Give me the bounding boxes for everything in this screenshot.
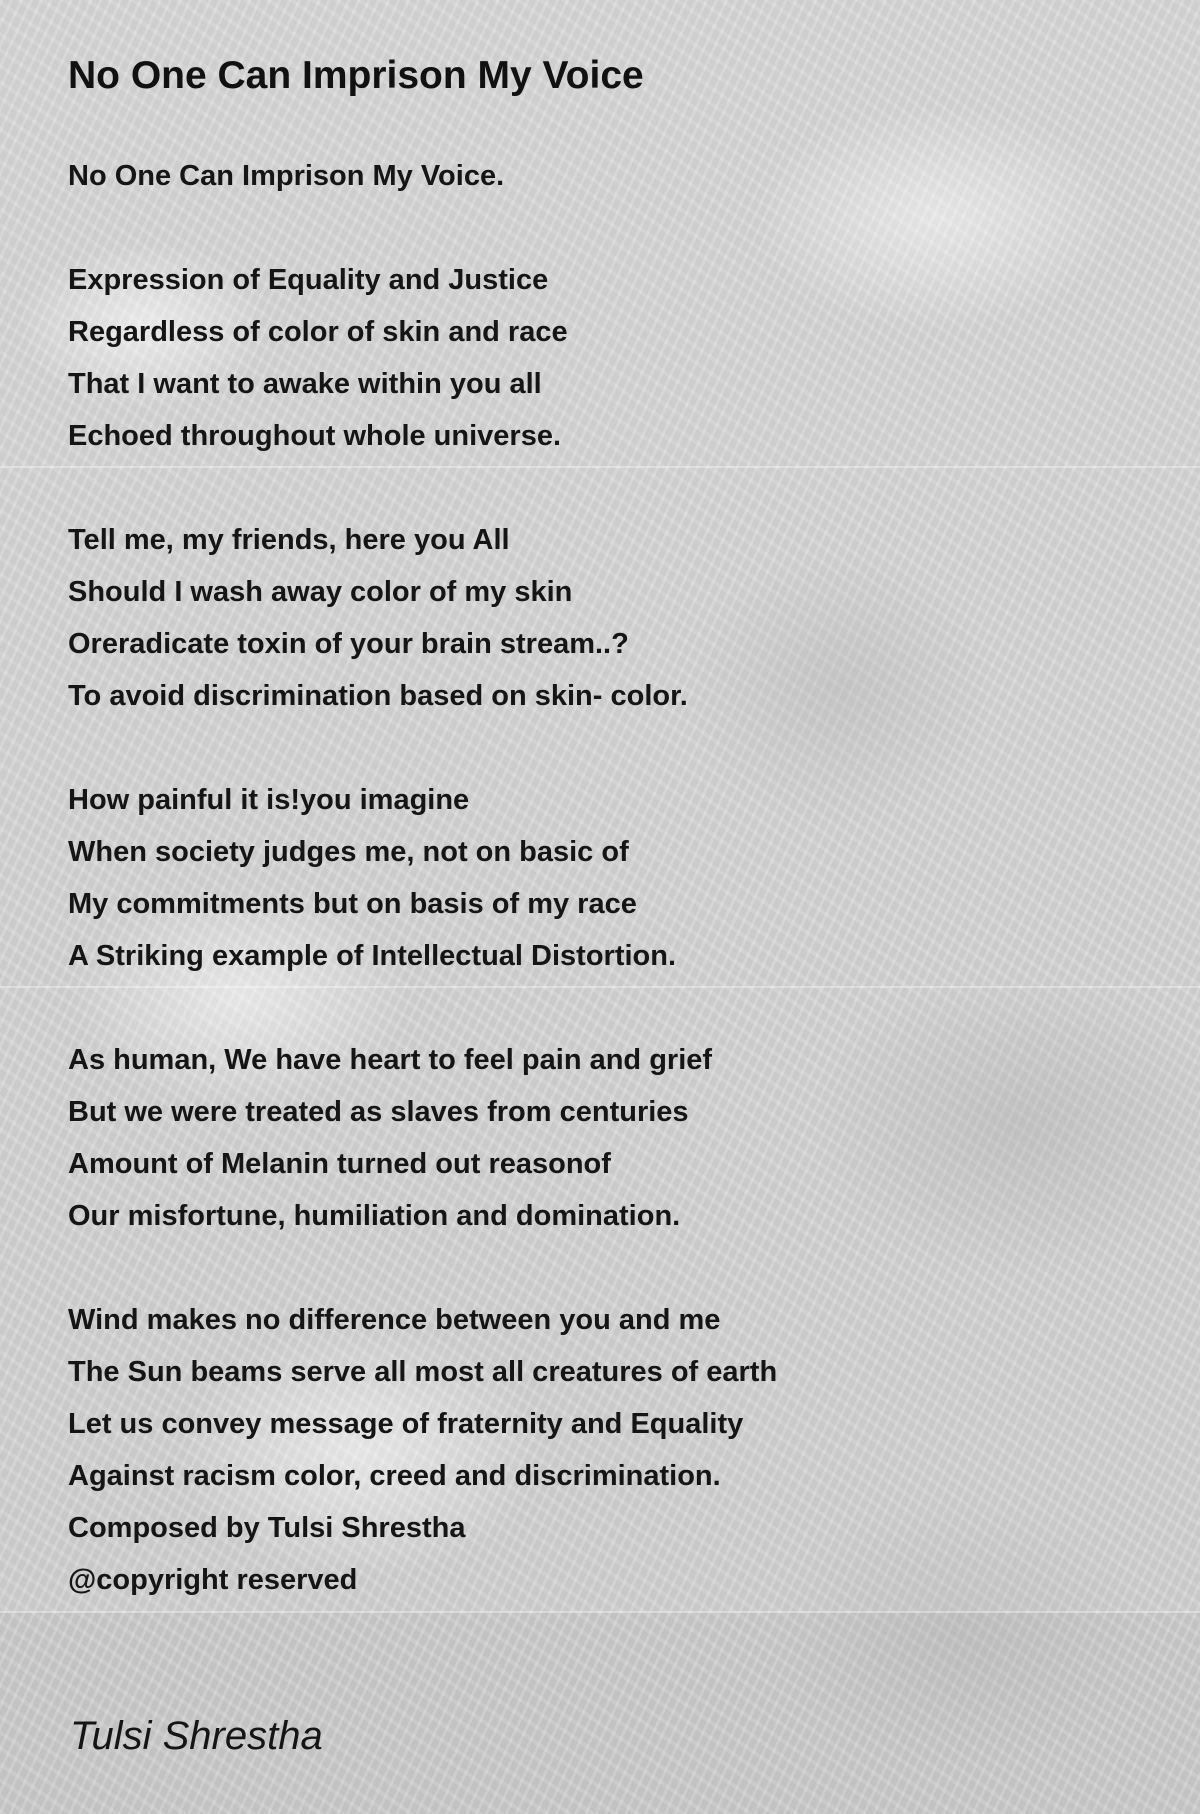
poem-line: When society judges me, not on basic of bbox=[68, 836, 629, 868]
poem-line: Echoed throughout whole universe. bbox=[68, 420, 562, 452]
author-signature: Tulsi Shrestha bbox=[70, 1714, 323, 1758]
stanza bbox=[68, 150, 1148, 202]
stanza-gap bbox=[68, 202, 1148, 254]
poem-line: A Striking example of Intellectual Distortion. bbox=[68, 940, 677, 972]
stanza-gap bbox=[68, 1242, 1148, 1294]
poem-line: How painful it is!you imagine bbox=[68, 784, 470, 816]
poem-line: Tell me, my friends, here you All bbox=[68, 524, 510, 556]
poem-line: Let us convey message of fraternity and Equality bbox=[68, 1408, 744, 1440]
poem-line: Composed by Tulsi Shrestha bbox=[68, 1512, 466, 1544]
stanza-gap bbox=[68, 722, 1148, 774]
stanza-gap bbox=[68, 462, 1148, 514]
poem-line: My commitments but on basis of my race bbox=[68, 888, 637, 920]
poem-body bbox=[68, 150, 1148, 1606]
poem-line: Should I wash away color of my skin bbox=[68, 576, 573, 608]
poem-title: No One Can Imprison My Voice bbox=[68, 54, 644, 97]
poem-line: Expression of Equality and Justice bbox=[68, 264, 549, 296]
stanza bbox=[68, 1294, 1148, 1606]
stanza bbox=[68, 1034, 1148, 1242]
poem-line: That I want to awake within you all bbox=[68, 368, 542, 400]
stanza bbox=[68, 774, 1148, 982]
poem-line: To avoid discrimination based on skin- color. bbox=[68, 680, 688, 712]
poem-line: Amount of Melanin turned out reasonof bbox=[68, 1148, 611, 1180]
poem-line: Regardless of color of skin and race bbox=[68, 316, 568, 348]
poem-line: As human, We have heart to feel pain and grief bbox=[68, 1044, 713, 1076]
poem-line: Oreradicate toxin of your brain stream..? bbox=[68, 628, 629, 660]
stanza-gap bbox=[68, 982, 1148, 1034]
poem-line: But we were treated as slaves from centuries bbox=[68, 1096, 689, 1128]
stanza bbox=[68, 254, 1148, 462]
poem-line: Our misfortune, humiliation and domination. bbox=[68, 1200, 681, 1232]
band-divider bbox=[0, 1611, 1200, 1613]
poem-line: The Sun beams serve all most all creatures of earth bbox=[68, 1356, 778, 1388]
poem-line: Wind makes no difference between you and me bbox=[68, 1304, 721, 1336]
poem-line: Against racism color, creed and discrimination. bbox=[68, 1460, 721, 1492]
poem-line: No One Can Imprison My Voice. bbox=[68, 160, 505, 192]
stanza bbox=[68, 514, 1148, 722]
poem-line: @copyright reserved bbox=[68, 1564, 358, 1596]
